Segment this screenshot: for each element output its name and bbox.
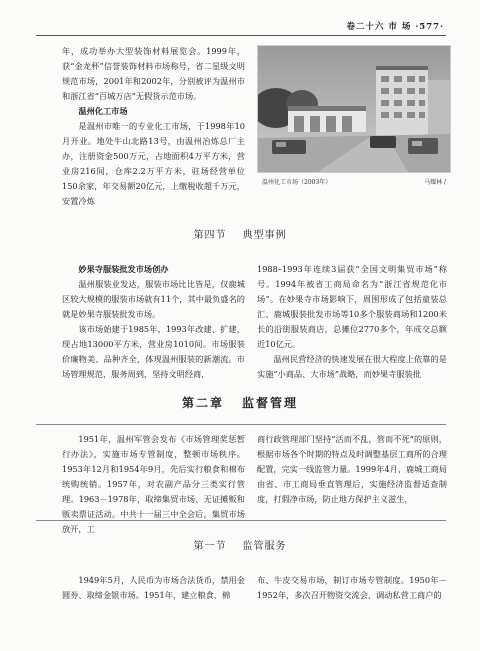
bottom-left-column [62, 573, 245, 603]
bottom-right-column [257, 573, 447, 603]
section-title: 典型事例 [242, 230, 287, 241]
running-header [0, 0, 480, 38]
header-rule [36, 35, 446, 36]
section-heading-1 [0, 537, 480, 552]
paragraph-case-1: 温州服装业发达，服装市场比比皆是，仅鹿城区较大规模的服装市场就有11个，其中最负盛名的就是妙果寺服装批发市场。 [62, 279, 245, 319]
chapter-rule [36, 424, 446, 425]
paragraph-intro-right: 商行政管理部门坚持“活而不乱，管而不死”的原则，根据市场各个时期的特点及时调整基层工商所的合理配置，完实一线监管力量。1999年4月，鹿城工商局由省、市工商局垂直管理后，实施经济监督适查制度，打假净市场，防止地方保护主义滋生， [257, 434, 447, 504]
photo-caption-title: 温州化工市场（2003年） [262, 179, 332, 186]
section-number: 第四节 [193, 230, 227, 241]
intro-left-column [62, 432, 245, 537]
paragraph-decoration-market: 年，成功举办大型装饰材料展览会。1999年，获“金龙杯”信誉装饰材料市场称号，省二星级文明规范市场，2001年和2002年，分别被评为温州市和浙江省“百城万店”无假货示范市场。 [62, 46, 245, 101]
chapter-title: 监督管理 [242, 396, 299, 410]
photo-caption-credit: 马耀林 / [424, 179, 446, 186]
intro-right-column [257, 432, 447, 507]
subhead-chemical-market: 温州化工市场 [78, 106, 128, 116]
section-title: 监管服务 [242, 541, 287, 552]
section-rule [36, 520, 446, 521]
paragraph-case-2: 该市场始建于1985年，1993年改建、扩建，现占地13000平方米，营业房1010间。市场服装价廉物美、品种齐全，体现温州服装的新潮流。市场管理规范，服务周到，坚持文明经商， [62, 324, 245, 379]
photo-caption [262, 177, 446, 186]
paragraph-bottom-left: 1949年5月，人民币为市场合法货币，禁用金圆券、取缔金银市场。1951年，建立粮食、棉 [62, 575, 245, 600]
subhead-miaoguosi: 妙果寺服装批发市场创办 [78, 264, 169, 274]
paragraph-case-3: 1988–1993年连续3届获“全国文明集贸市场”称号。1994年被省工商局命名为“浙江省规范化市场”。在妙果寺市场影响下，周围形成了包括童装总汇、鹿城服装批发市场等10多个服装商场和1200米长的沿街服装商店，总摊位2770多个，年成交总额近10亿元。 [257, 264, 447, 349]
paragraph-case-4: 温州民营经济的快速发展在很大程度上依靠的是实施“小商品、大市场”战略，而妙果寺服装批 [257, 354, 447, 379]
top-left-column [62, 44, 245, 209]
running-title: 卷二十六 市 场 ·577· [346, 22, 444, 32]
chapter-heading-2 [0, 394, 480, 411]
case-right-column [257, 262, 447, 382]
paragraph-bottom-right: 布、牛皮交易市场，制订市场专管制度。1950年－1952年，多次召开物资交流会、调动私营工商户的 [257, 575, 447, 600]
case-left-column [62, 262, 245, 382]
section-heading-4 [0, 226, 480, 241]
paragraph-chemical-market: 是温州市唯一的专业化工市场，于1998年10月开业。地处牛山北路13号，由温州冶炼总厂主办，注册资金500万元，占地面积4万平方米，营业房216间，仓库2.2万平方米，驻场经营单位150余家，年交易额20亿元，上缴税收超千万元，安置冷炼 [62, 121, 245, 206]
photo-drawing [258, 46, 450, 172]
chapter-number: 第二章 [181, 396, 224, 410]
section-number: 第一节 [193, 541, 227, 552]
market-photo [257, 45, 451, 173]
paragraph-intro-left: 1951年，温州军管会发布《市场管理奖惩暂行办法》，实施市场专管制度，整顿市场秩序。1953年12月和1954年9月，先后实行粮食和棉布统购统销。1957年，对农副产品分三类实行管理。1963－1978年，取缔集贸市场、无证摊贩和贩卖票证活动。中共十一届三中全会后，集贸市场放开，工 [62, 434, 245, 534]
